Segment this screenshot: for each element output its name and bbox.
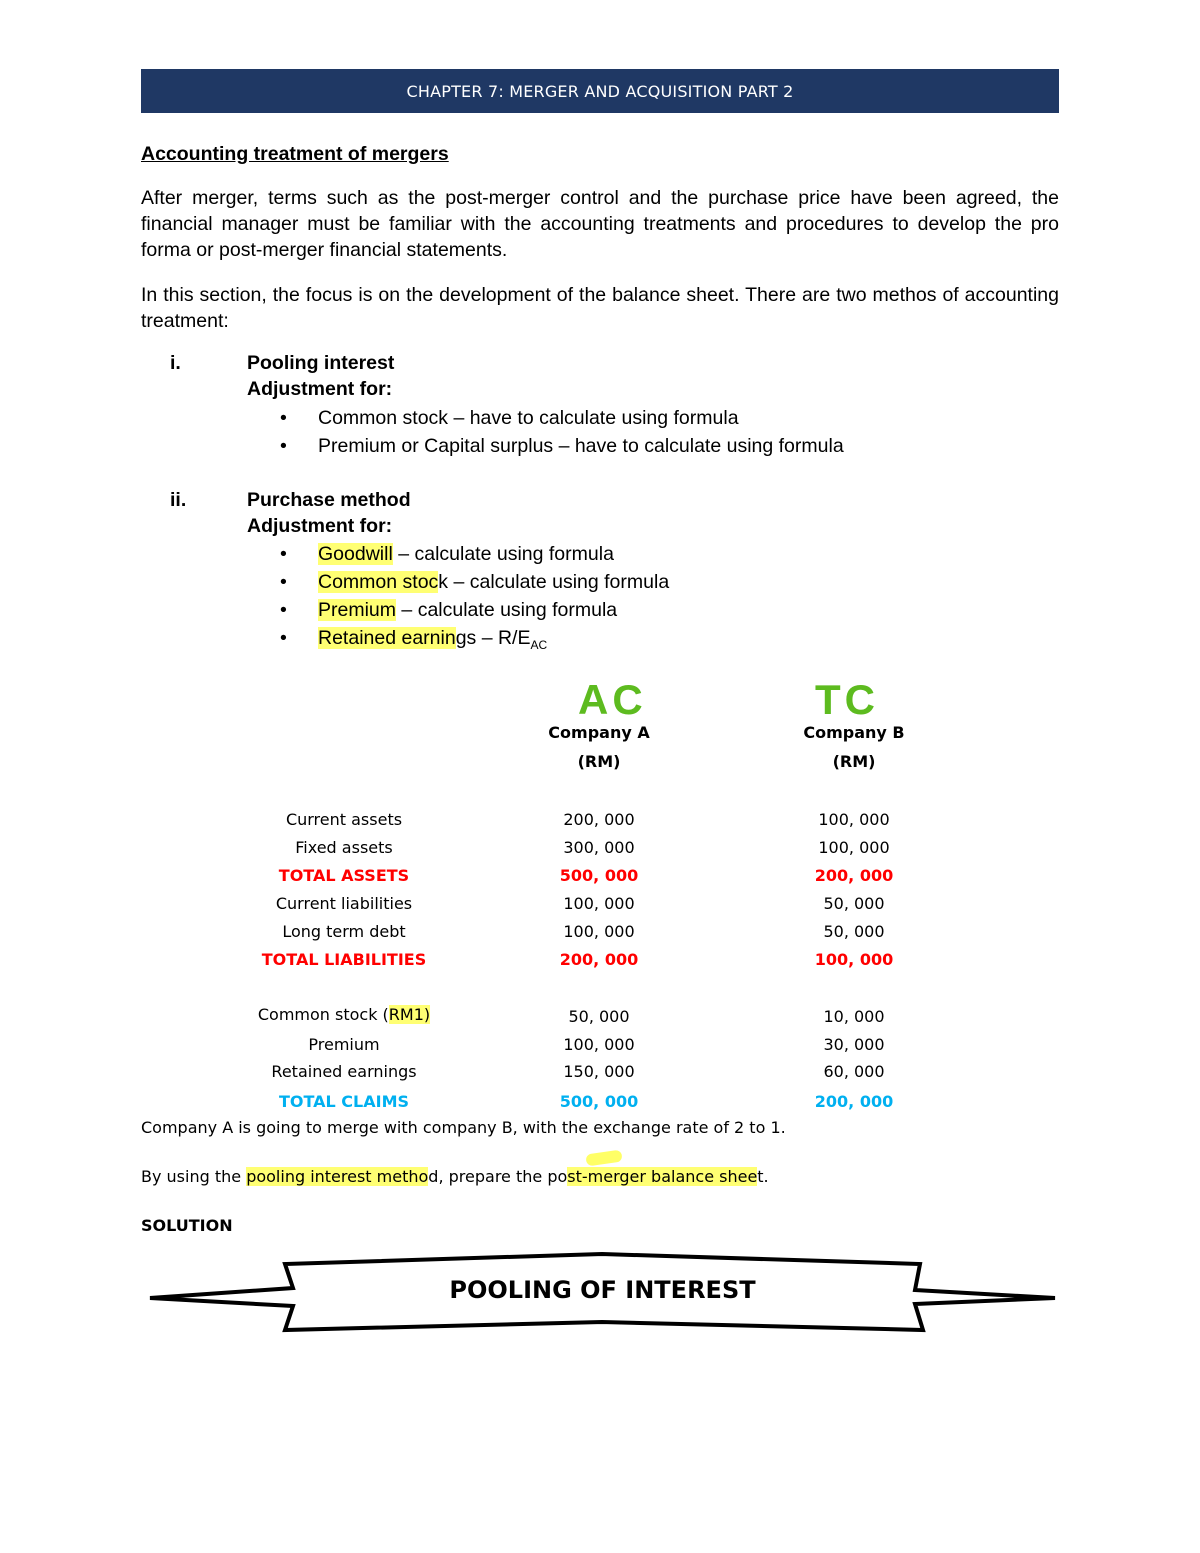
solution-label: SOLUTION	[141, 1216, 233, 1235]
banner-title: POOLING OF INTEREST	[449, 1276, 756, 1304]
table-row-label: Retained earnings	[271, 1062, 417, 1081]
method-title-pooling: Pooling interest	[247, 352, 395, 374]
table-cell: 50, 000	[568, 1007, 630, 1026]
table-cell: 100, 000	[818, 838, 890, 857]
method-subtitle: Adjustment for:	[247, 515, 393, 537]
paragraph-methods: In this section, the focus is on the development of the balance sheet. There are two methos of accounting treatment:	[141, 284, 1059, 332]
table-cell: 150, 000	[563, 1062, 635, 1081]
list-item-text: – calculate using formula	[396, 599, 618, 621]
list-item-text: – calculate using formula	[392, 543, 614, 565]
highlighted-text: pooling interest metho	[246, 1167, 429, 1186]
table-cell: 50, 000	[823, 894, 885, 913]
table-cell-total: 500, 000	[559, 1092, 639, 1111]
table-row-label: Current assets	[285, 810, 403, 829]
handwritten-tc-annotation: TC	[815, 676, 879, 723]
table-row-label: Current liabilities	[275, 894, 413, 913]
list-item	[318, 625, 547, 658]
highlighted-text: Common stoc	[318, 571, 439, 593]
bullet-dot: •	[280, 627, 287, 649]
table-cell: 100, 000	[818, 810, 890, 829]
column-unit-company-a: (RM)	[577, 752, 621, 771]
chapter-header-bar	[141, 69, 1059, 113]
bullet-dot: •	[280, 571, 287, 593]
table-cell: 200, 000	[563, 810, 635, 829]
table-cell-total: 200, 000	[814, 1092, 894, 1111]
table-cell: 30, 000	[823, 1035, 885, 1054]
list-item: Common stock – have to calculate using formula	[318, 407, 739, 429]
section-heading: Accounting treatment of mergers	[141, 143, 449, 165]
highlighted-text: Retained earnin	[318, 627, 456, 649]
method-subtitle: Adjustment for:	[247, 378, 393, 400]
table-row-label: Premium	[308, 1035, 380, 1054]
highlight-mark	[585, 1150, 622, 1167]
list-item-text: k – calculate using formula	[438, 571, 670, 593]
highlighted-text: st-merger balance shee	[567, 1167, 758, 1186]
table-cell: 10, 000	[823, 1007, 885, 1026]
list-item	[318, 541, 614, 567]
column-header-company-b: Company B	[803, 723, 905, 742]
question-text: d, prepare the	[428, 1167, 548, 1186]
column-header-company-a: Company A	[548, 723, 650, 742]
table-row-label	[220, 1005, 468, 1024]
bullet-dot: •	[280, 599, 287, 621]
table-cell: 60, 000	[823, 1062, 885, 1081]
method-title-purchase: Purchase method	[247, 489, 411, 511]
list-item	[318, 569, 669, 595]
column-unit-company-b: (RM)	[832, 752, 876, 771]
bullet-dot: •	[280, 435, 287, 457]
list-item	[318, 597, 617, 623]
handwritten-ac-annotation: AC	[578, 676, 647, 723]
table-cell-total: 200, 000	[814, 866, 894, 885]
list-item: Premium or Capital surplus – have to calculate using formula	[318, 435, 844, 457]
chapter-title: CHAPTER 7: MERGER AND ACQUISITION PART 2	[406, 81, 794, 101]
table-cell-total: 200, 000	[559, 950, 639, 969]
question-line-2	[141, 1167, 769, 1186]
question-line-1: Company A is going to merge with company B, with the exchange rate of 2 to 1.	[141, 1118, 786, 1137]
table-cell: 100, 000	[563, 894, 635, 913]
table-cell: 100, 000	[563, 922, 635, 941]
paragraph-intro: After merger, terms such as the post-merger control and the purchase price have been agreed, the financial manager must be familiar with the accounting treatments and procedures to develop the pro forma or post-merger financial statements.	[141, 187, 1059, 261]
table-row-label: Long term debt	[282, 922, 406, 941]
table-cell-total: 100, 000	[814, 950, 894, 969]
table-cell-total: 500, 000	[559, 866, 639, 885]
table-row-label-total: TOTAL CLAIMS	[278, 1092, 410, 1111]
table-row-label-total: TOTAL LIABILITIES	[261, 950, 427, 969]
method-numeral: i.	[170, 352, 181, 374]
bullet-dot: •	[280, 407, 287, 429]
subscript: AC	[530, 637, 548, 652]
highlighted-text: Goodwill	[318, 543, 393, 565]
highlighted-text: RM1)	[388, 1005, 431, 1024]
question-text: t.	[757, 1167, 769, 1186]
bullet-dot: •	[280, 543, 287, 565]
table-row-label-total: TOTAL ASSETS	[278, 866, 410, 885]
table-cell: 50, 000	[823, 922, 885, 941]
method-numeral: ii.	[170, 489, 187, 511]
table-cell: 100, 000	[563, 1035, 635, 1054]
table-cell: 300, 000	[563, 838, 635, 857]
question-text: po	[547, 1167, 568, 1186]
highlighted-text: Premium	[318, 599, 397, 621]
list-item-text: gs – R/E	[455, 627, 531, 649]
question-text: By using the	[141, 1167, 247, 1186]
table-row-label-text: Common stock (	[257, 1005, 389, 1024]
table-row-label: Fixed assets	[295, 838, 393, 857]
